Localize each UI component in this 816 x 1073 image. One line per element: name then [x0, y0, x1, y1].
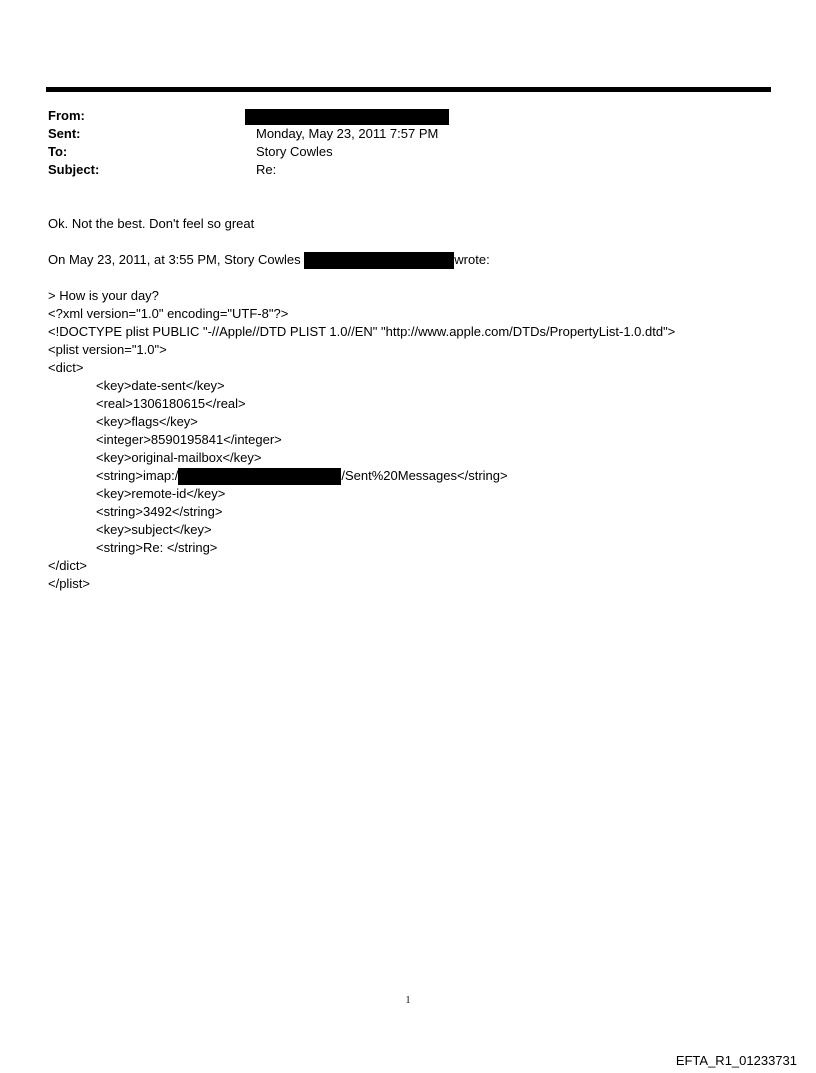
string-imap-before: <string>imap:/ — [96, 468, 179, 483]
integer-value: <integer>8590195841</integer> — [96, 432, 282, 447]
plist-close: </plist> — [48, 576, 90, 591]
sent-label: Sent: — [48, 126, 81, 141]
subject-row — [48, 161, 748, 179]
key-original-mailbox: <key>original-mailbox</key> — [96, 450, 262, 465]
key-subject: <key>subject</key> — [96, 522, 212, 537]
dict-open: <dict> — [48, 360, 84, 375]
from-redaction — [245, 109, 449, 125]
key-date-sent: <key>date-sent</key> — [96, 378, 225, 393]
top-rule — [46, 87, 771, 92]
string-subject: <string>Re: </string> — [96, 540, 218, 555]
sent-value: Monday, May 23, 2011 7:57 PM — [256, 126, 439, 141]
sender-email-redaction — [304, 252, 454, 269]
string-imap — [96, 467, 508, 485]
string-remote-id: <string>3492</string> — [96, 504, 223, 519]
from-value — [256, 107, 449, 125]
quoted-line: > How is your day? — [48, 288, 159, 303]
quote-intro-after: wrote: — [454, 252, 490, 267]
subject-label: Subject: — [48, 162, 100, 177]
key-flags: <key>flags</key> — [96, 414, 198, 429]
key-remote-id: <key>remote-id</key> — [96, 486, 226, 501]
subject-value: Re: — [256, 162, 277, 177]
document-id: EFTA_R1_01233731 — [675, 1053, 797, 1068]
plist-open: <plist version="1.0"> — [48, 342, 167, 357]
quote-intro — [48, 251, 490, 269]
from-label: From: — [48, 108, 85, 123]
dict-close: </dict> — [48, 558, 88, 573]
reply-text: Ok. Not the best. Don't feel so great — [48, 216, 255, 231]
to-row — [48, 143, 748, 161]
mailbox-redaction — [178, 468, 341, 485]
to-value: Story Cowles — [256, 144, 333, 159]
from-row — [48, 107, 748, 125]
page-number: 1 — [405, 995, 411, 1006]
string-imap-after: /Sent%20Messages</string> — [341, 468, 508, 483]
to-label: To: — [48, 144, 68, 159]
real-value: <real>1306180615</real> — [96, 396, 246, 411]
sent-row — [48, 125, 748, 143]
quote-intro-before: On May 23, 2011, at 3:55 PM, Story Cowles — [48, 252, 305, 267]
xml-declaration: <?xml version="1.0" encoding="UTF-8"?> — [48, 306, 289, 321]
doctype-line: <!DOCTYPE plist PUBLIC "-//Apple//DTD PLIST 1.0//EN" "http://www.apple.com/DTDs/PropertyList-1.0.dtd"> — [48, 324, 676, 339]
